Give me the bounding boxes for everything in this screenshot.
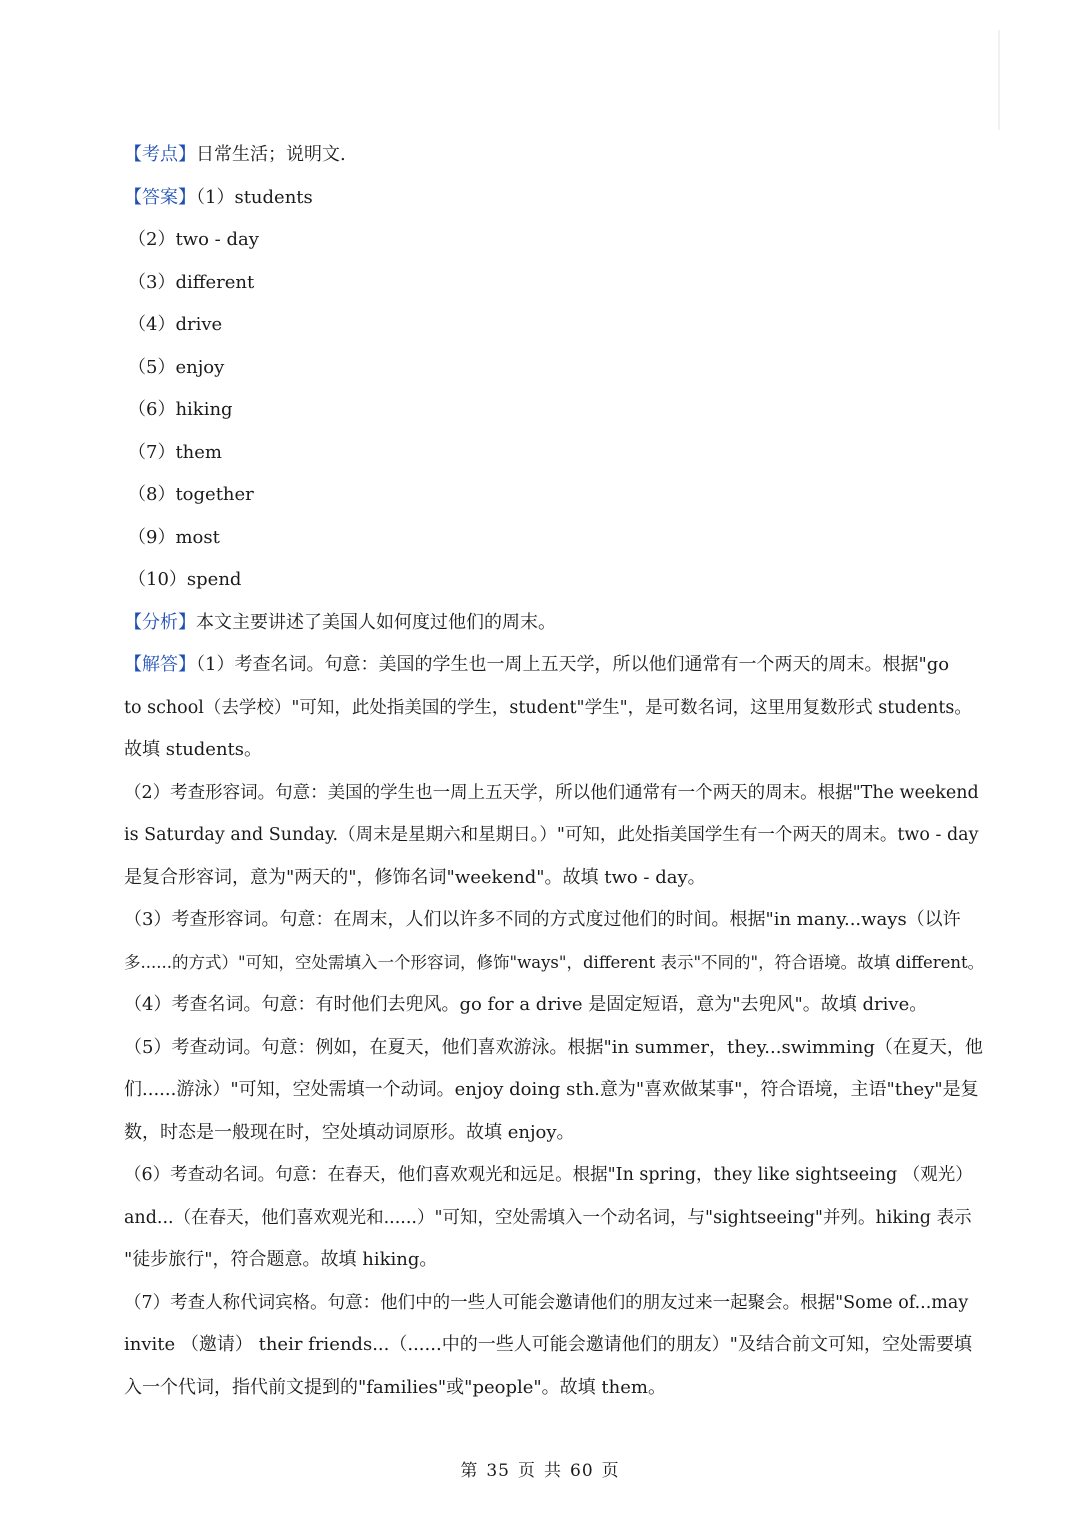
footer-page-number: 35 [486,1461,510,1481]
answer-item: （2）two - day [128,229,259,250]
jieda-text-line: is Saturday and Sunday.（周末是星期六和星期日。）"可知，此处指美国学生有一个两天的周末。two - day [124,825,979,845]
footer-total-pages: 60 [570,1461,594,1481]
answer-item: （6）hiking [128,399,233,420]
footer-ye: 页 [601,1461,620,1481]
jieda-text-line: （3）考查形容词。句意：在周末，人们以许多不同的方式度过他们的时间。根据"in many...ways（以许 [124,909,961,930]
answer-item: （7）them [128,441,222,463]
jieda-text-line: （2）考查形容词。句意：美国的学生也一周上五天学，所以他们通常有一个两天的周末。根据"The weekend [124,782,979,803]
daan-tag: 【答案】 [124,186,196,208]
footer-gong: 共 [544,1461,562,1481]
page-footer [0,1456,1080,1481]
jieda-text-line: （4）考查名词。句意：有时他们去兜风。go for a drive 是固定短语，意为"去兜风"。故填 drive。 [124,994,928,1015]
jieda-text-line: 故填 students。 [124,739,263,760]
answer-item: （4）drive [128,314,223,335]
answer-item: （8）together [128,484,254,505]
jieda-text-line: （5）考查动词。句意：例如，在夏天，他们喜欢游泳。根据"in summer，they...swimming（在夏天，他 [124,1036,983,1058]
answer-item: （5）enjoy [128,356,225,378]
jieda-text-line: 是复合形容词，意为"两天的"，修饰名词"weekend"。故填 two - day。 [124,866,706,888]
kaodian-text: 日常生活；说明文. [196,144,346,165]
jieda-text-line: （7）考查人称代词宾格。句意：他们中的一些人可能会邀请他们的朋友过来一起聚会。根据"Some of...may [124,1292,969,1313]
jieda-text-line: （1）考查名词。句意：美国的学生也一周上五天学，所以他们通常有一个两天的周末。根据"go [196,654,950,675]
daan-line [124,177,986,220]
kaodian-tag: 【考点】 [124,144,196,165]
jieda-text-line: 们......游泳）"可知，空处需填一个动词。enjoy doing sth.意为"喜欢做某事"，符合语境，主语"they"是复 [124,1079,979,1100]
jieda-text-line: and...（在春天，他们喜欢观光和......）"可知，空处需填入一个动名词，与"sightseeing"并列。hiking 表示 [124,1207,972,1228]
footer-di: 第 [460,1461,479,1481]
jieda-text-line: invite （邀请） their friends...（......中的一些人可能会邀请他们的朋友）"及结合前文可知，空处需要填 [124,1334,972,1355]
scan-artifact [998,30,1000,130]
footer-ye: 页 [518,1461,536,1481]
jieda-line [124,644,986,687]
jieda-text-line: （6）考查动名词。句意：在春天，他们喜欢观光和远足。根据"In spring，they like sightseeing （观光） [124,1165,973,1185]
jieda-tag: 【解答】 [124,654,196,675]
answer-item: （3）different [128,271,255,293]
jieda-text-line: 入一个代词，指代前文提到的"families"或"people"。故填 them。 [124,1376,666,1398]
fenxi-tag: 【分析】 [124,611,196,633]
jieda-text-line: to school（去学校）"可知，此处指美国的学生，student"学生"，是可数名词，这里用复数形式 students。 [124,697,972,718]
jieda-text-line: 数，时态是一般现在时，空处填动词原形。故填 enjoy。 [124,1121,575,1143]
fenxi-text: 本文主要讲述了美国人如何度过他们的周末。 [196,611,556,633]
jieda-text-line: "徒步旅行"，符合题意。故填 hiking。 [124,1249,438,1270]
jieda-text-line: 多......的方式）"可知，空处需填入一个形容词，修饰"ways"，different 表示"不同的"，符合语境。故填 different。 [124,952,985,972]
fenxi-line [124,602,986,645]
answer-item: （1）students [196,186,313,208]
kaodian-line [124,134,986,177]
answer-item: （9）most [128,526,220,548]
answer-item: （10）spend [128,569,242,590]
answer-content [124,134,986,1409]
